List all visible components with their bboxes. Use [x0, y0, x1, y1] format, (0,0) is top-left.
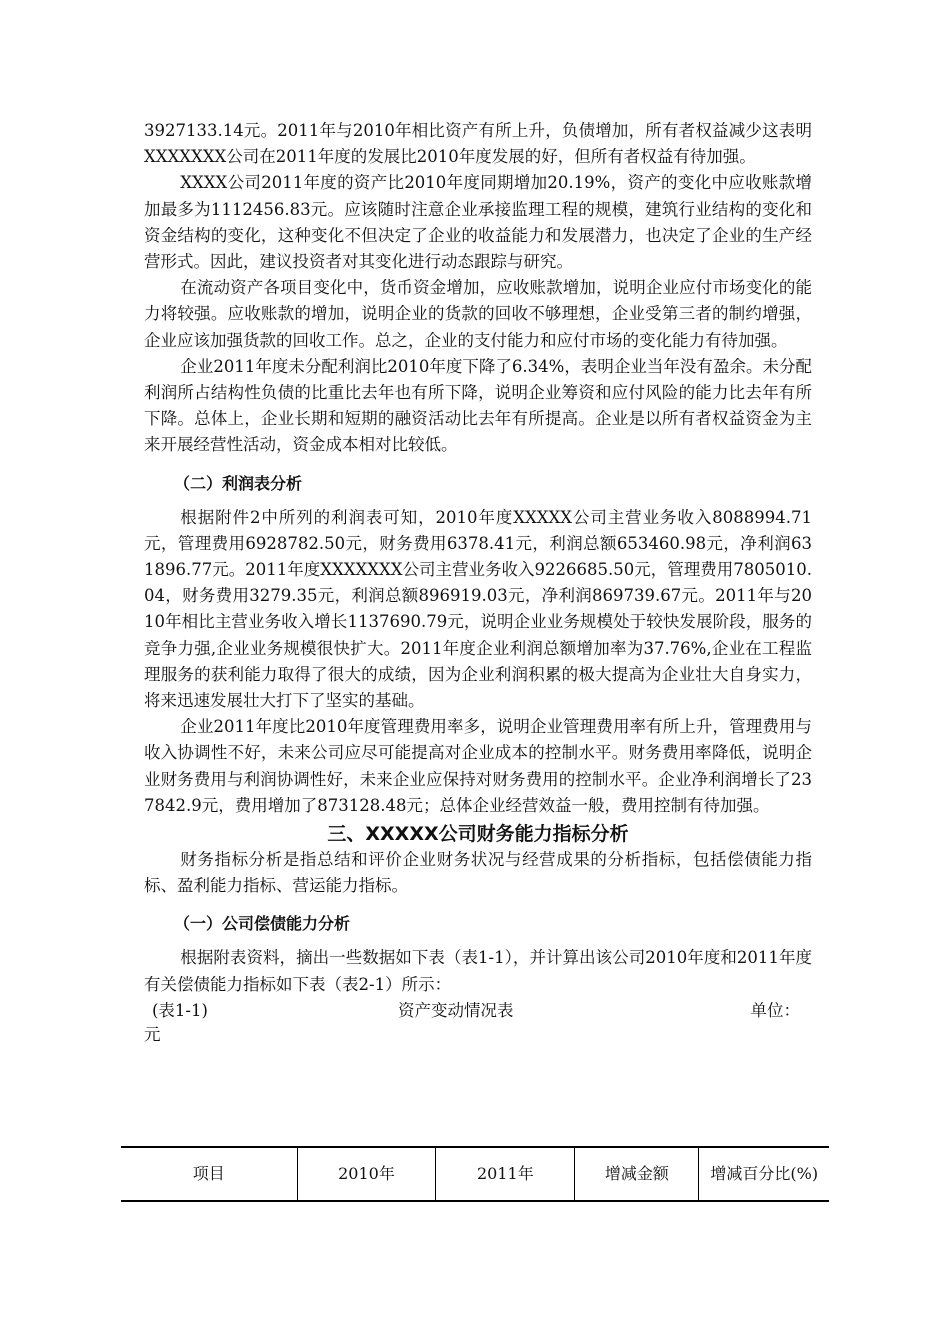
paragraph-assets-summary: 3927133.14元。2011年与2010年相比资产有所上升，负债增加，所有者权益减少这表明XXXXXXX公司在2011年度的发展比2010年度发展的好，但所有者权益有待加强。	[144, 121, 812, 167]
header-item: 项目	[121, 1147, 297, 1201]
paragraph-section-intro: 财务指标分析是指总结和评价企业财务状况与经营成果的分析指标，包括偿债能力指标、盈利能力指标、营运能力指标。	[144, 850, 812, 896]
paragraph-profit-statement: 根据附件2中所列的利润表可知，2010年度XXXXX公司主营业务收入8088994.71元，管理费用6928782.50元，财务费用6378.41元，利润总额653460.98元，净利润631896.77元。2011年度XXXXXXX公司主营业务收入9226685.50元，管理费用7805010.04，财务费用3279.35元，利润总额896919.03元，净利润869739.67元。2011年与2010年相比主营业务收入增长1137690.79元，说明企业业务规模处于较快发展阶段，服务的竞争力强,企业业务规模很快扩大。2011年度企业利润总额增加率为37.76%,企业在工程监理服务的获利能力取得了很大的成绩，因为企业利润积累的极大提高为企业壮大自身实力，将来迅速发展壮大打下了坚实的基础。	[144, 507, 812, 711]
document-body	[144, 118, 812, 1046]
table-number: (表1-1)	[152, 1000, 208, 1020]
header-change-percent: 增减百分比(%)	[699, 1147, 829, 1201]
paragraph-solvency-intro: 根据附表资料，摘出一些数据如下表（表1-1），并计算出该公司2010年度和2011年度有关偿债能力指标如下表（表2-1）所示：	[144, 948, 812, 994]
table-caption	[144, 998, 812, 1024]
heading-profit-analysis: （二）利润表分析	[174, 473, 303, 493]
paragraph-retained-earnings: 企业2011年度未分配利润比2010年度下降了6.34%，表明企业当年没有盈余。未分配利润所占结构性负债的比重比去年也有所下降，说明企业筹资和应付风险的能力比去年有所下降。总体上，企业长期和短期的融资活动比去年有所提高。企业是以所有者权益资金为主来开展经营性活动，资金成本相对比较低。	[144, 356, 812, 455]
paragraph-assets-growth: XXXX公司2011年度的资产比2010年度同期增加20.19%，资产的变化中应收账款增加最多为1112456.83元。应该随时注意企业承接监理工程的规模，建筑行业结构的变化和资金结构的变化，这种变化不但决定了企业的收益能力和发展潜力，也决定了企业的生产经营形式。因此，建议投资者对其变化进行动态跟踪与研究。	[144, 173, 812, 272]
heading-solvency-analysis: （一）公司偿债能力分析	[174, 914, 351, 934]
header-change-amount: 增减金额	[575, 1147, 699, 1201]
table-header-row	[121, 1147, 829, 1201]
table-title: 资产变动情况表	[398, 1000, 514, 1020]
table-unit-value: 元	[144, 1024, 161, 1044]
header-2010: 2010年	[297, 1147, 436, 1201]
paragraph-expense-analysis: 企业2011年度比2010年度管理费用率多，说明企业管理费用率有所上升，管理费用与收入协调性不好，未来公司应尽可能提高对企业成本的控制水平。财务费用率降低，说明企业财务费用与利润协调性好，未来企业应保持对财务费用的控制水平。企业净利润增长了237842.9元，费用增加了873128.48元；总体企业经营效益一般，费用控制有待加强。	[144, 717, 812, 815]
paragraph-current-assets: 在流动资产各项目变化中，货币资金增加，应收账款增加，说明企业应付市场变化的能力将较强。应收账款的增加，说明企业的货款的回收不够理想，企业受第三者的制约增强，企业应该加强货款的回收工作。总之，企业的支付能力和应付市场的变化能力有待加强。	[144, 278, 812, 350]
asset-change-table	[121, 1146, 829, 1202]
header-2011: 2011年	[436, 1147, 575, 1201]
section-title: 三、XXXXX公司财务能力指标分析	[327, 823, 629, 846]
table-unit-label: 单位：	[750, 1000, 800, 1020]
